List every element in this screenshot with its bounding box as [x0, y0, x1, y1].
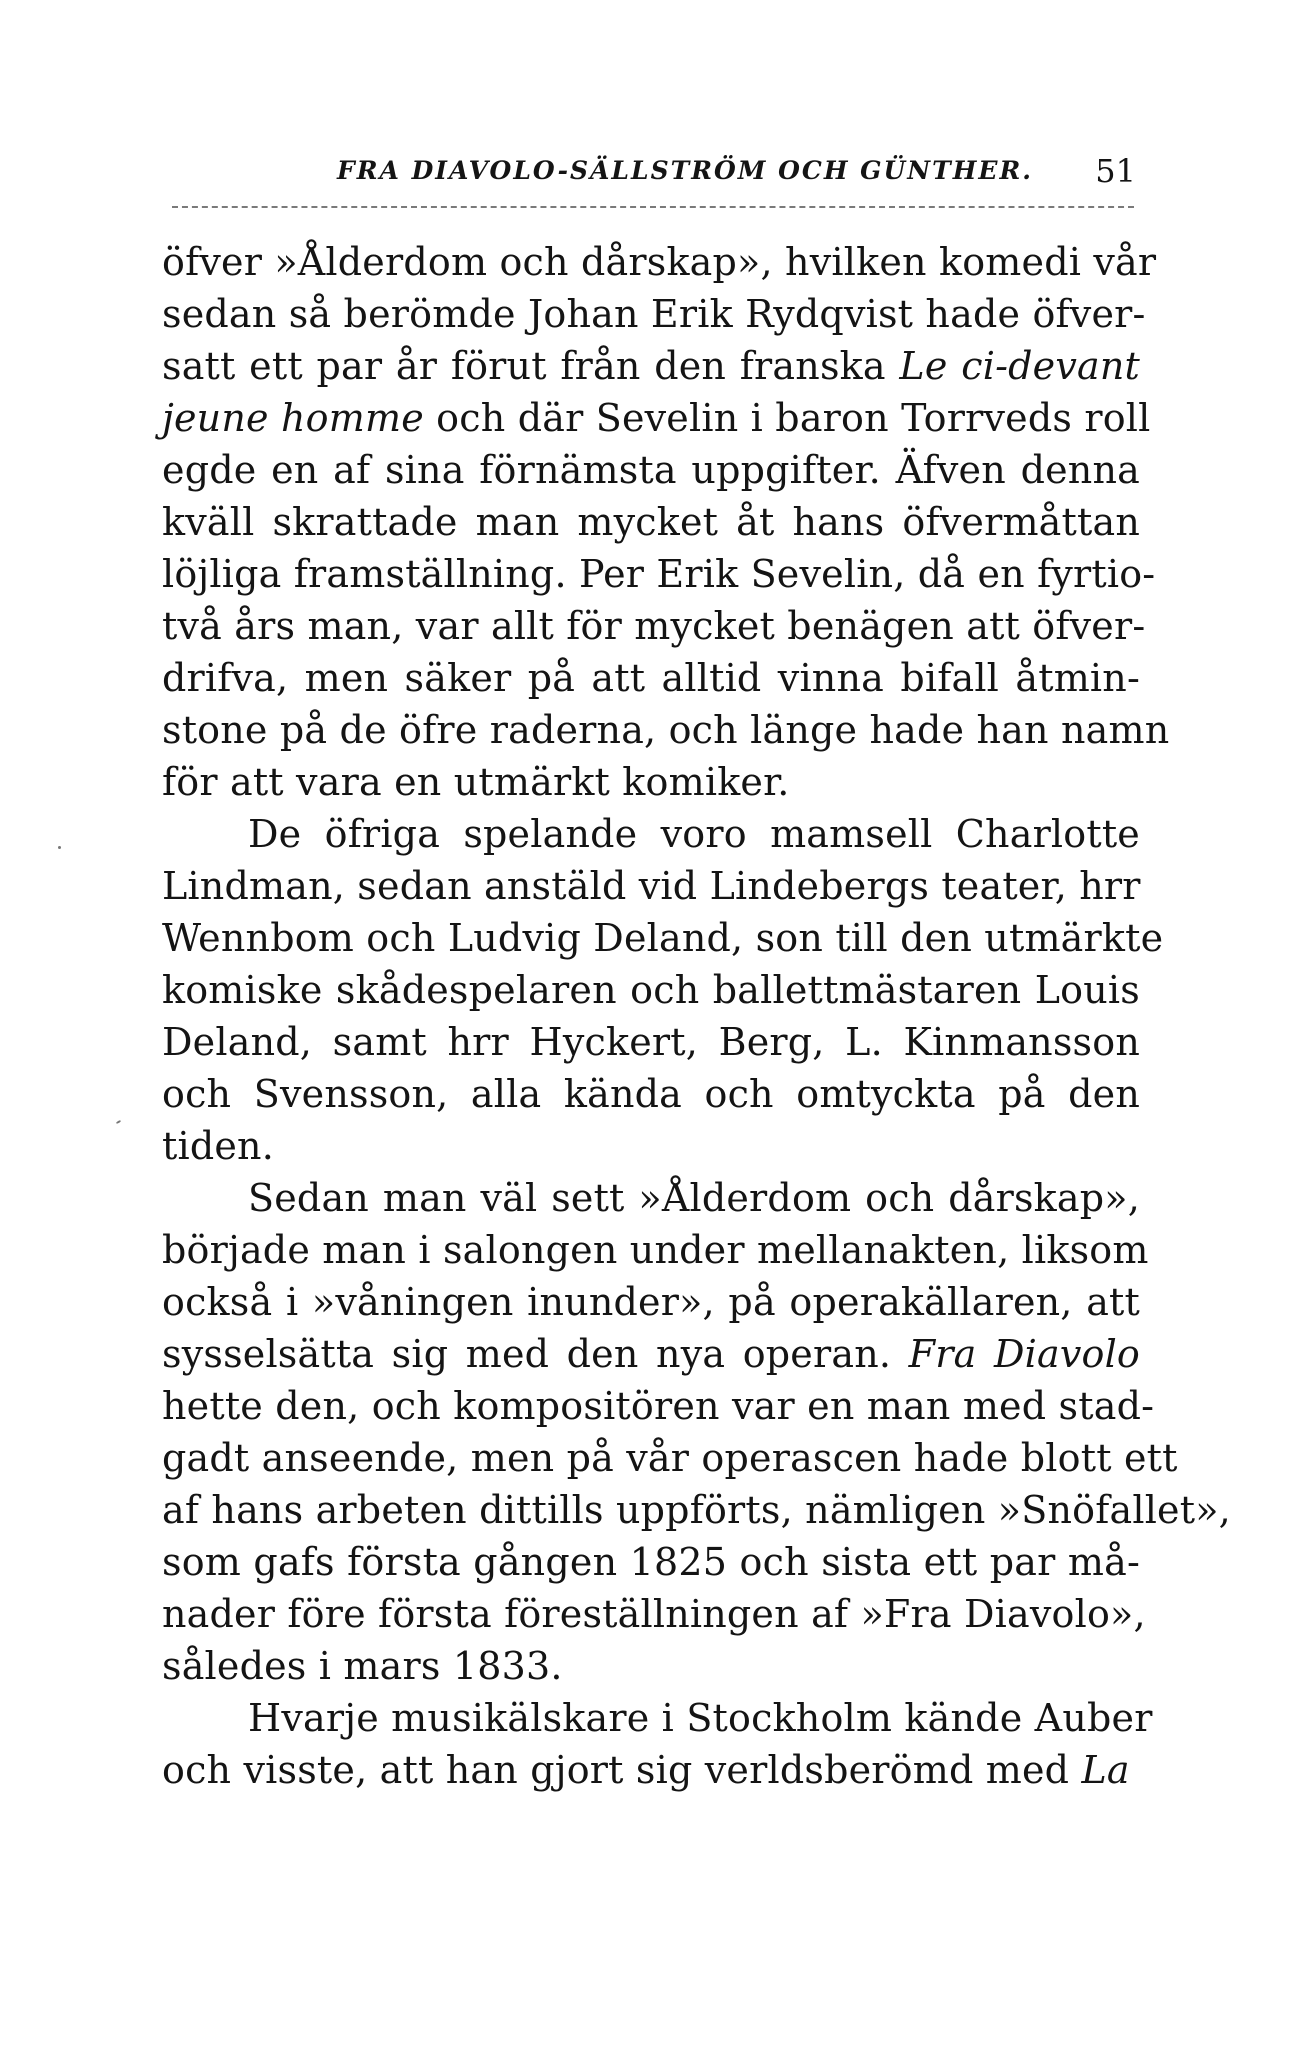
italic-title: La — [1081, 1748, 1130, 1792]
paragraph-first-line — [162, 808, 1140, 860]
text-run: således i mars 1833. — [162, 1644, 563, 1688]
text-line — [162, 1380, 1155, 1432]
text-run: två års man, var allt för mycket benägen att öfver- — [162, 604, 1146, 648]
text-line — [162, 1640, 1140, 1692]
italic-title: jeune homme — [162, 396, 424, 440]
text-line — [162, 340, 1140, 392]
text-run: af hans arbeten dittills uppförts, nämligen »Snöfallet», — [162, 1488, 1231, 1532]
text-line — [162, 1536, 1140, 1588]
text-run: också i »våningen inunder», på operakällaren, att — [162, 1280, 1140, 1324]
text-run: tiden. — [162, 1124, 274, 1168]
print-speck — [116, 1120, 121, 1124]
text-run: för att vara en utmärkt komiker. — [162, 760, 790, 804]
text-run: De öfriga spelande voro mamsell Charlotte — [248, 812, 1140, 856]
text-line — [162, 1432, 1178, 1484]
body-text — [162, 236, 1231, 1796]
text-line — [162, 652, 1140, 704]
text-run: Hvarje musikälskare i Stockholm kände Auber — [248, 1696, 1153, 1740]
text-line — [162, 1328, 1140, 1380]
text-line — [162, 548, 1156, 600]
text-line — [162, 236, 1157, 288]
text-run: och där Sevelin i baron Torrveds roll — [423, 396, 1151, 440]
text-run: drifva, men säker på att alltid vinna bifall åtmin- — [162, 656, 1140, 700]
text-run: satt ett par år förut från den franska — [162, 344, 900, 388]
header-rule — [172, 206, 1134, 208]
text-run: hette den, och kompositören var en man med stad- — [162, 1384, 1155, 1428]
text-run: Sedan man väl sett »Ålderdom och dårskap», — [248, 1176, 1140, 1220]
text-run: öfver »Ålderdom och dårskap», hvilken komedi vår — [162, 240, 1157, 284]
page-header — [162, 148, 1140, 194]
text-line — [162, 1484, 1231, 1536]
text-line — [162, 756, 1140, 808]
text-line — [162, 1016, 1140, 1068]
text-run: egde en af sina förnämsta uppgifter. Äfven denna — [162, 448, 1140, 492]
paragraph-first-line — [162, 1692, 1153, 1744]
text-run: och visste, att han gjort sig verldsberömd med — [162, 1748, 1082, 1792]
text-run: stone på de öfre raderna, och länge hade han namn — [162, 708, 1170, 752]
text-line — [162, 600, 1146, 652]
text-line — [162, 964, 1140, 1016]
text-line — [162, 1744, 1140, 1796]
text-run: sedan så berömde Johan Erik Rydqvist hade öfver- — [162, 292, 1146, 336]
text-line — [162, 1588, 1146, 1640]
text-run: Lindman, sedan anstäld vid Lindebergs teater, hrr — [162, 864, 1141, 908]
text-line — [162, 1120, 1140, 1172]
text-line — [162, 392, 1151, 444]
page-number: 51 — [1095, 152, 1136, 190]
text-run: sysselsätta sig med den nya operan. — [162, 1332, 909, 1376]
italic-title: Fra Diavolo — [908, 1332, 1140, 1376]
text-run: komiske skådespelaren och ballettmästaren Louis — [162, 968, 1140, 1012]
paragraph-first-line — [162, 1172, 1140, 1224]
text-run: nader före första föreställningen af »Fra Diavolo», — [162, 1592, 1146, 1636]
running-title: FRA DIAVOLO-SÄLLSTRÖM OCH GÜNTHER. — [337, 156, 1033, 185]
text-run: kväll skrattade man mycket åt hans öfvermåttan — [162, 500, 1140, 544]
text-run: Deland, samt hrr Hyckert, Berg, L. Kinmansson — [162, 1020, 1140, 1064]
italic-title: Le ci-devant — [899, 344, 1140, 388]
text-line — [162, 444, 1140, 496]
print-speck — [58, 846, 61, 849]
text-line — [162, 912, 1164, 964]
text-run: började man i salongen under mellanakten, liksom — [162, 1228, 1149, 1272]
text-line — [162, 704, 1170, 756]
text-run: Wennbom och Ludvig Deland, son till den utmärkte — [162, 916, 1164, 960]
text-line — [162, 288, 1146, 340]
text-run: gadt anseende, men på vår operascen hade blott ett — [162, 1436, 1178, 1480]
text-run: som gafs första gången 1825 och sista ett par må- — [162, 1540, 1140, 1584]
text-line — [162, 1224, 1149, 1276]
text-line — [162, 1068, 1140, 1120]
text-line — [162, 1276, 1140, 1328]
text-run: löjliga framställning. Per Erik Sevelin, då en fyrtio- — [162, 552, 1156, 596]
text-line — [162, 496, 1140, 548]
text-line — [162, 860, 1140, 912]
text-run: och Svensson, alla kända och omtyckta på den — [162, 1072, 1140, 1116]
